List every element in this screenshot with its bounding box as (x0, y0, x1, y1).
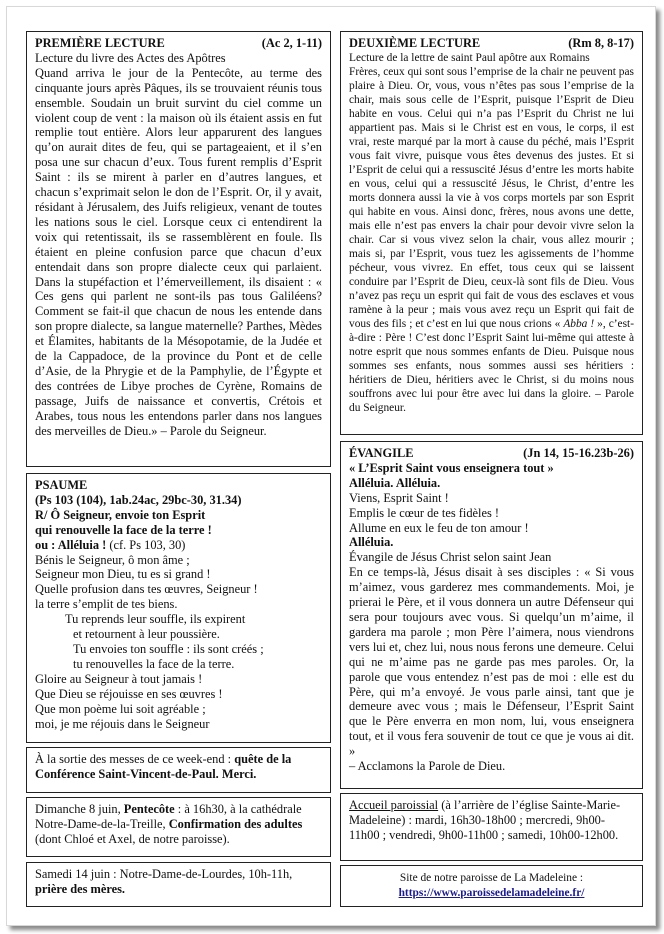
gospel-ref: (Jn 14, 15-16.23b-26) (523, 446, 634, 460)
first-reading-subtitle: Lecture du livre des Actes des Apôtres (35, 50, 226, 65)
gospel-verse-line: Viens, Esprit Saint ! (349, 490, 449, 505)
second-reading-text-a: Frères, ceux qui sont sous l’emprise de la chair ne peuvent pas plaire à Dieu. Or, vous, vous n’êtes pas sous l’emprise de la chair, mais sous celle de l’Esprit, puisque l’Esprit de Dieu habite en vous. Celui qui n’a pas l’Esprit du Christ ne lui appartient pas. Mais si le Christ est en vous, le corps, il est vrai, reste marqué par la mort à cause du péché, mais l’Esprit vous fait vivre, puisque vous êtes devenus des justes. Et si l’Esprit de celui qui a ressuscité Jésus d’entre les morts habite en vous, celui qui a ressuscité Jésus, le Christ, d’entre les morts donnera aussi la vie à vos corps mortels par son Esprit qui habite en vous. Ainsi donc, frères, nous avons une dette, mais elle n’est pas envers la chair pour devoir vivre selon la chair. Car si vous vivez selon la chair, vous allez mourir ; mais si, par l’Esprit, vous tuez les agissements de l’homme pécheur, vous vivrez. En effet, tous ceux qui se laissent conduire par l’Esprit de Dieu, ceux-là sont fils de Dieu. Vous n’avez pas reçu un esprit qui fait de vous des esclaves et vous ramène à la peur ; mais vous avez reçu un Esprit qui fait de vous des fils ; et c’est en lui que nous crions « (349, 65, 634, 330)
second-reading-text-b: », c’est-à-dire : Père ! C’est donc l’Esprit Saint lui-même qui atteste à notre esprit que nous sommes enfants de Dieu. Puisque nous sommes ses enfants, nous sommes aussi ses héritiers : héritiers de Dieu, héritiers avec le Christ, si du moins nous souffrons avec lui pour être avec lui dans la gloire. – Parole du Seigneur. (349, 317, 634, 414)
parish-welcome-label: Accueil paroissial (349, 798, 439, 812)
psalm-verse-line: moi, je me réjouis dans le Seigneur (35, 716, 210, 731)
first-reading-header (35, 36, 322, 51)
parish-welcome-hours: (à l’arrière de l’église Sainte-Marie-Madeleine) : mardi, 16h30-18h00 ; mercredi, 9h00-11h00 ; vendredi, 9h00-11h00 ; samedi, 10h00-12h00. (349, 798, 621, 842)
parish-website-link[interactable]: https://www.paroissedelamadeleine.fr/ (398, 887, 585, 899)
psalm-ref: (Ps 103 (104), 1ab.24ac, 29bc-30, 31.34) (35, 492, 242, 507)
first-reading-box (26, 31, 331, 467)
psalm-verse-line: Tu envoies ton souffle : ils sont créés ; (73, 641, 264, 656)
first-reading-title: PREMIÈRE LECTURE (35, 36, 165, 50)
gospel-title: ÉVANGILE (349, 446, 414, 460)
gospel-alleluia-2: Alléluia. (349, 535, 394, 550)
psalm-refrain-line-2: qui renouvelle la face de la terre ! (35, 522, 212, 537)
mothers-prayer-bold: prière des mères. (35, 881, 126, 896)
second-reading-text (349, 65, 634, 415)
announcement-confirmation (26, 797, 331, 857)
first-reading-text: Quand arriva le jour de la Pentecôte, au terme des cinquante jours après Pâques, ils se trouvaient réunis tous ensemble. Soudain un bruit survint du ciel comme un violent coup de vent : la maison où ils étaient assis en fut remplie tout entière. Alors leur apparurent des langues qu’on aurait dites de feu, qui se partageaient, et il s’en posa une sur chacun d’eux. Tous furent remplis d’Esprit Saint : ils se mirent à parler en d’autres langues, et chacun s’exprimait selon le don de l’Esprit. Or, il y avait, résidant à Jérusalem, des Juifs religieux, venant de toutes les nations sous le ciel. Lorsque ceux ci entendirent la voix qui retentissait, ils se rassemblèrent en foule. Ils étaient en pleine confusion parce que chacun d’eux entendait dans son propre dialecte ceux qui parlaient. Dans la stupéfaction et l’émerveillement, ils disaient : « Ces gens qui parlent ne sont-ils pas tous Galiléens? Comment se fait-il que chacun de nous les entende dans son propre dialecte, sa langue maternelle? Parthes, Mèdes et Élamites, habitants de la Mésopotamie, de la Judée et de la Cappadoce, de la province du Pont et de celle d’Asie, de la Phrygie et de la Pamphylie, de l’Égypte et des contrées de Libye proches de Cyrène, Romains de passage, Juifs de naissance et convertis, Crétois et Arabes, tous nous les entendons parler dans nos langues des merveilles de Dieu.» – Parole du Seigneur. (35, 65, 322, 438)
gospel-intro: Évangile de Jésus Christ selon saint Jean (349, 550, 552, 565)
parish-website-label: Site de notre paroisse de La Madeleine : (399, 872, 584, 884)
psalm-refrain-line-3 (35, 538, 322, 553)
psalm-verse-line: Bénis le Seigneur, ô mon âme ; (35, 552, 190, 567)
psalm-alleluia-ref: (cf. Ps 103, 30) (106, 537, 186, 552)
confirmation-text-1: Dimanche 8 juin, (35, 802, 124, 816)
second-reading-ref: (Rm 8, 8-17) (568, 36, 634, 50)
bulletin-page (6, 6, 656, 926)
psalm-verse-line: Quelle profusion dans tes œuvres, Seigneur ! (35, 582, 258, 597)
psalm-verse-line: la terre s’emplit de tes biens. (35, 597, 178, 612)
gospel-alleluia-1: Alléluia. Alléluia. (349, 475, 441, 490)
parish-welcome-box (340, 793, 643, 861)
second-reading-subtitle: Lecture de la lettre de saint Paul apôtre aux Romains (349, 51, 590, 64)
psalm-verse-line: Tu reprends leur souffle, ils expirent (65, 612, 246, 627)
psalm-alleluia: ou : Alléluia ! (35, 537, 107, 552)
confirmation-adults: Confirmation des adultes (168, 816, 303, 831)
gospel-text: En ce temps-là, Jésus disait à ses disciples : « Si vous m’aimez, vous garderez mes commandements. Moi, je prierai le Père, et il vous donnera un autre Défenseur qui sera pour toujours avec vous. Si quelqu’un m’aime, il gardera ma parole ; mon Père l’aimera, nous viendrons vers lui et, chez lui, nous nous ferons une demeure. Celui qui ne m’aime pas ne garde pas mes paroles. Or, la parole que vous entendez n’est pas de moi : elle est du Père, qui m’a envoyé. Je vous parle ainsi, tant que je demeure avec vous ; mais le Défenseur, l’Esprit Saint que le Père enverra en mon nom, lui, vous enseignera tout, et il vous fera souvenir de tout ce que je vous ai dit. » (349, 565, 634, 759)
announcement-collect (26, 747, 331, 793)
psalm-title: PSAUME (35, 478, 88, 492)
second-reading-box (340, 31, 643, 435)
confirmation-text-2: : à 16h30, à la cathédrale Notre-Dame-de-la-Treille, (35, 802, 302, 831)
psalm-verse-line: Que mon poème lui soit agréable ; (35, 701, 206, 716)
psalm-verse-line: et retournent à leur poussière. (73, 627, 220, 642)
psalm-verse-line: Seigneur mon Dieu, tu es si grand ! (35, 567, 211, 582)
confirmation-pentecost: Pentecôte (123, 802, 175, 816)
gospel-verse-line: Allume en eux le feu de ton amour ! (349, 520, 529, 535)
gospel-headline: « L’Esprit Saint vous enseignera tout » (349, 460, 554, 475)
confirmation-text-3: (dont Chloé et Axel, de notre paroisse). (35, 831, 230, 846)
announcement-collect-text: À la sortie des messes de ce week-end : (35, 752, 235, 766)
psalm-refrain-line-1: R/ Ô Seigneur, envoie ton Esprit (35, 507, 206, 522)
announcement-mothers-prayer (26, 862, 331, 907)
gospel-box (340, 441, 643, 789)
second-reading-abba: Abba ! (563, 317, 595, 330)
psalm-verse-line: Que Dieu se réjouisse en ses œuvres ! (35, 686, 223, 701)
gospel-verse-line: Emplis le cœur de tes fidèles ! (349, 505, 500, 520)
second-reading-title: DEUXIÈME LECTURE (349, 36, 481, 50)
parish-website-box (340, 865, 643, 907)
psalm-box (26, 473, 331, 743)
mothers-prayer-text: Samedi 14 juin : Notre-Dame-de-Lourdes, 10h-11h, (35, 867, 293, 881)
announcement-collect-bold: quête de la Conférence Saint-Vincent-de-Paul. Merci. (35, 752, 292, 781)
gospel-header (349, 446, 634, 461)
first-reading-ref: (Ac 2, 1-11) (261, 36, 322, 50)
psalm-verse-line: tu renouvelles la face de la terre. (73, 656, 235, 671)
gospel-closing: – Acclamons la Parole de Dieu. (349, 759, 506, 774)
second-reading-header (349, 36, 634, 51)
psalm-verse-line: Gloire au Seigneur à tout jamais ! (35, 671, 203, 686)
